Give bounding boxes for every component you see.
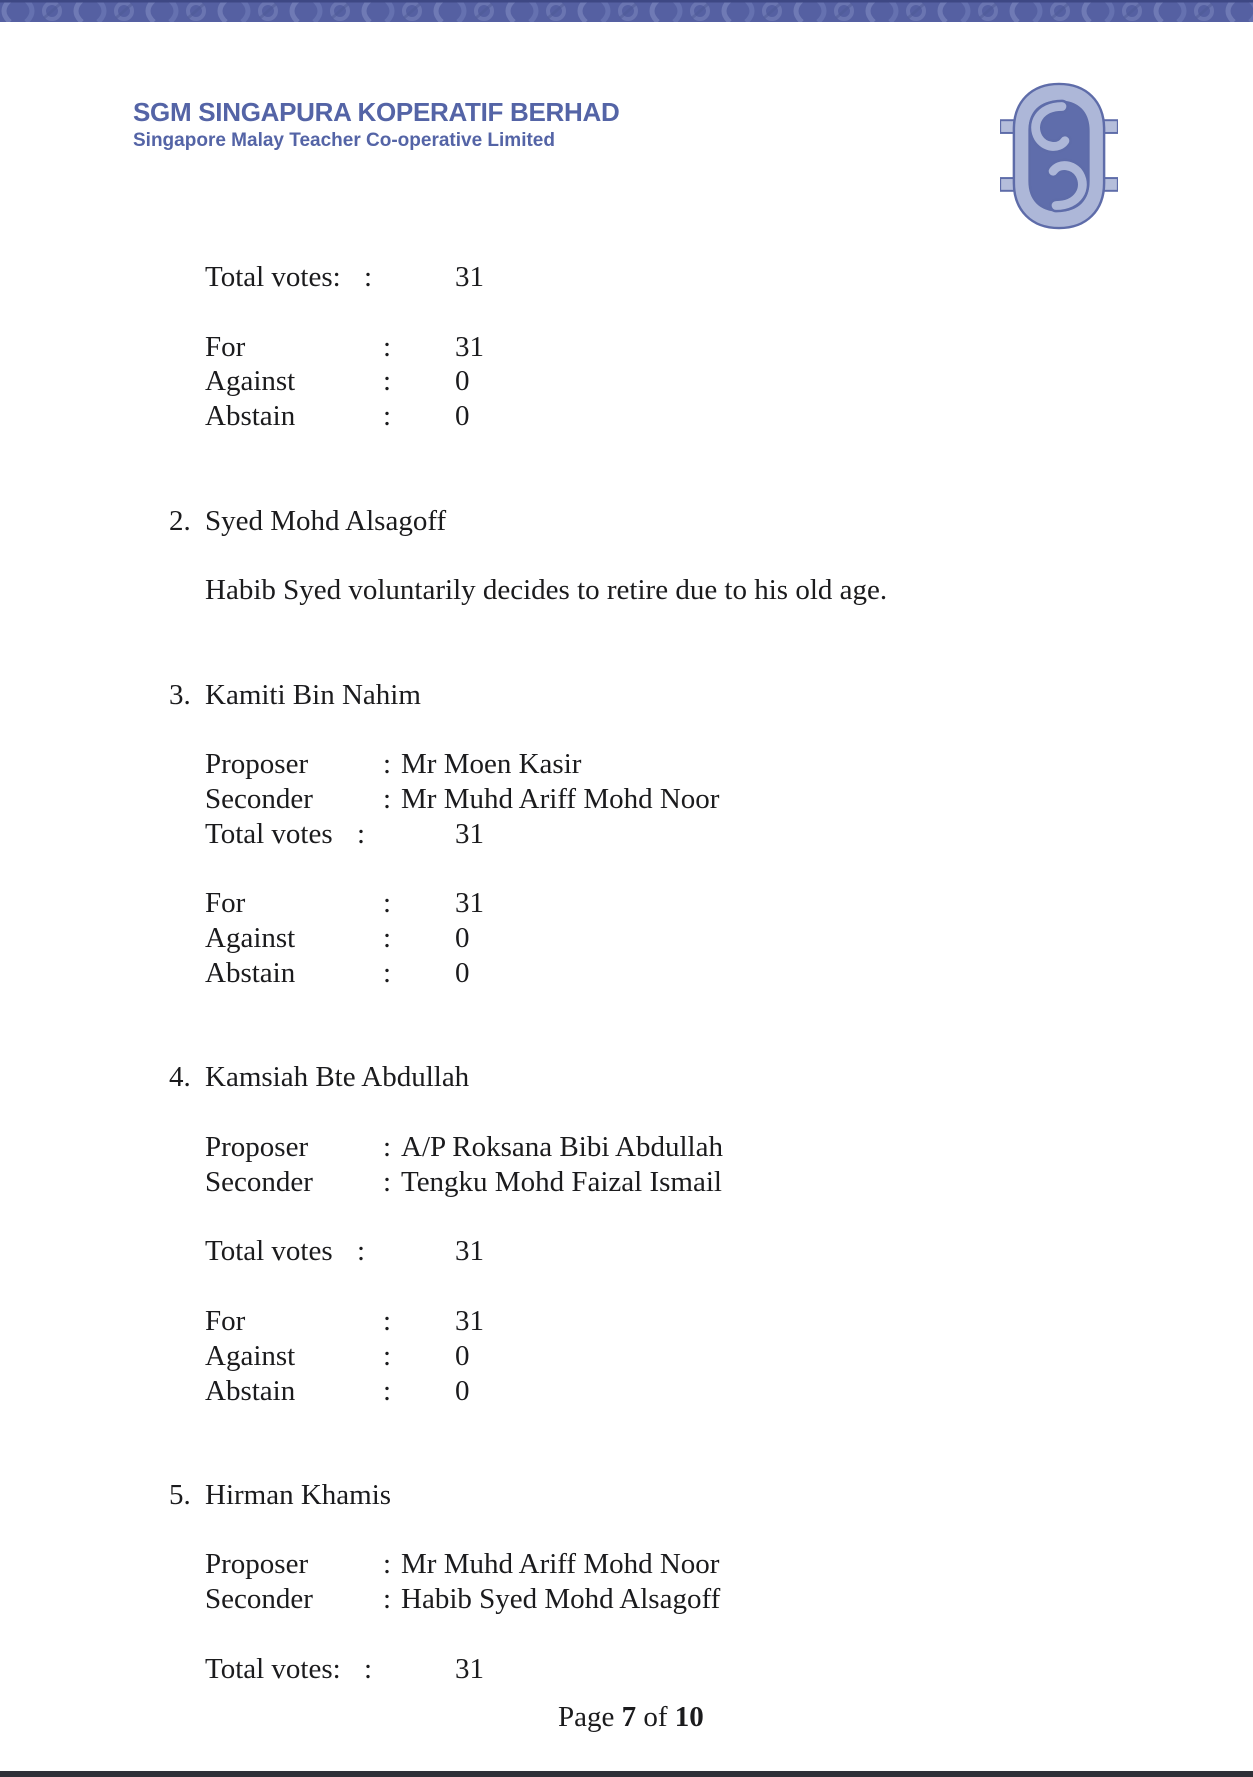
blank-line [0, 644, 1253, 679]
row-colon: : [383, 922, 392, 955]
row-colon: : [383, 782, 392, 815]
row-label: Total votes [205, 1235, 333, 1268]
row-label: Seconder [205, 1583, 313, 1616]
doc-line [0, 1235, 1253, 1270]
row-label: Against [205, 1339, 296, 1372]
doc-line [0, 1479, 1253, 1514]
row-value: 0 [455, 1339, 470, 1372]
row-value: Habib Syed Mohd Alsagoff [401, 1583, 721, 1616]
letterhead [133, 98, 619, 151]
blank-line [0, 992, 1253, 1027]
doc-line [0, 1548, 1253, 1583]
row-label: Abstain [205, 400, 296, 433]
row-value: Tengku Mohd Faizal Ismail [401, 1165, 722, 1198]
blank-line [0, 1201, 1253, 1236]
row-value: 0 [455, 400, 470, 433]
row-label: Against [205, 922, 296, 955]
row-label: Total votes: [205, 1652, 341, 1685]
doc-line [0, 1305, 1253, 1340]
doc-line [0, 505, 1253, 540]
row-label: For [205, 1304, 246, 1337]
doc-line [0, 365, 1253, 400]
footer-of-word: of [643, 1701, 668, 1733]
doc-line [0, 574, 1253, 609]
item-title: Hirman Khamis [205, 1478, 392, 1511]
row-label: For [205, 887, 246, 920]
item-number: 4. [169, 1061, 191, 1094]
row-colon: : [383, 1339, 392, 1372]
row-colon: : [383, 365, 392, 398]
row-value: 31 [455, 887, 484, 920]
row-value: 0 [455, 365, 470, 398]
doc-line [0, 400, 1253, 435]
row-value: A/P Roksana Bibi Abdullah [401, 1130, 723, 1163]
row-colon: : [383, 887, 392, 920]
row-value: 31 [455, 1235, 484, 1268]
doc-line [0, 957, 1253, 992]
row-value: 31 [455, 1652, 484, 1685]
row-value: 31 [455, 261, 484, 293]
item-number: 3. [169, 678, 191, 711]
row-value: 31 [455, 1304, 484, 1337]
row-colon: : [357, 817, 366, 850]
row-colon: : [357, 1235, 366, 1268]
row-colon: : [364, 1652, 373, 1685]
row-value: 31 [455, 330, 484, 363]
item-number: 2. [169, 504, 191, 537]
row-label: Abstain [205, 956, 296, 989]
row-label: Abstain [205, 1374, 296, 1407]
row-colon: : [383, 1165, 392, 1198]
row-value: 0 [455, 1374, 470, 1407]
item-title: Kamiti Bin Nahim [205, 678, 421, 711]
row-value: Mr Muhd Ariff Mohd Noor [401, 782, 720, 815]
top-decorative-border [0, 0, 1253, 22]
row-label: Proposer [205, 748, 309, 781]
paragraph-text: Habib Syed voluntarily decides to retire due to his old age. [205, 574, 888, 607]
blank-line [0, 609, 1253, 644]
organization-name: SGM SINGAPURA KOPERATIF BERHAD [133, 97, 620, 127]
row-colon: : [383, 330, 392, 363]
blank-line [0, 1514, 1253, 1549]
organization-logo-icon [1000, 80, 1118, 232]
footer-total-pages: 10 [674, 1701, 704, 1733]
footer-page-word: Page [558, 1701, 615, 1733]
row-value: 0 [455, 922, 470, 955]
row-label: Against [205, 365, 296, 398]
row-value: 31 [455, 817, 484, 850]
doc-line [0, 783, 1253, 818]
row-colon: : [383, 400, 392, 433]
doc-line [0, 748, 1253, 783]
row-label: Seconder [205, 1165, 313, 1198]
doc-line [0, 331, 1253, 366]
row-colon: : [383, 1548, 392, 1581]
row-label: Seconder [205, 782, 313, 815]
doc-line [0, 1340, 1253, 1375]
row-label: For [205, 330, 246, 363]
row-colon: : [383, 1130, 392, 1163]
row-label: Proposer [205, 1130, 309, 1163]
item-title: Syed Mohd Alsagoff [205, 504, 447, 537]
blank-line [0, 435, 1253, 470]
row-colon: : [383, 1374, 392, 1407]
doc-line [0, 679, 1253, 714]
row-value: Mr Moen Kasir [401, 748, 582, 781]
doc-line [0, 887, 1253, 922]
row-value: Mr Muhd Ariff Mohd Noor [401, 1548, 720, 1581]
doc-line [0, 818, 1253, 853]
page-footer [558, 1701, 704, 1734]
doc-line [0, 922, 1253, 957]
footer-page-number: 7 [621, 1701, 637, 1733]
doc-line [0, 1375, 1253, 1410]
bottom-page-edge [0, 1771, 1253, 1777]
doc-line [0, 261, 1253, 296]
doc-line [0, 1166, 1253, 1201]
row-colon: : [383, 748, 392, 781]
doc-line [0, 1061, 1253, 1096]
row-label: Total votes [205, 817, 333, 850]
item-number: 5. [169, 1478, 191, 1511]
item-title: Kamsiah Bte Abdullah [205, 1061, 470, 1094]
blank-line [0, 1618, 1253, 1653]
blank-line [0, 1027, 1253, 1062]
blank-line [0, 1096, 1253, 1131]
blank-line [0, 539, 1253, 574]
row-label: Total votes: [205, 261, 341, 293]
doc-line [0, 1653, 1253, 1688]
row-value: 0 [455, 956, 470, 989]
blank-line [0, 1444, 1253, 1479]
row-colon: : [383, 1583, 392, 1616]
blank-line [0, 1409, 1253, 1444]
organization-subtitle: Singapore Malay Teacher Co-operative Limited [133, 130, 555, 152]
doc-line [0, 1131, 1253, 1166]
blank-line [0, 1270, 1253, 1305]
row-colon: : [383, 1304, 392, 1337]
blank-line [0, 853, 1253, 888]
blank-line [0, 713, 1253, 748]
blank-line [0, 470, 1253, 505]
document-body [0, 261, 1253, 1688]
border-pattern-graphic [0, 0, 1253, 22]
row-colon: : [383, 956, 392, 989]
row-colon: : [364, 261, 373, 293]
doc-line [0, 1583, 1253, 1618]
blank-line [0, 296, 1253, 331]
row-label: Proposer [205, 1548, 309, 1581]
